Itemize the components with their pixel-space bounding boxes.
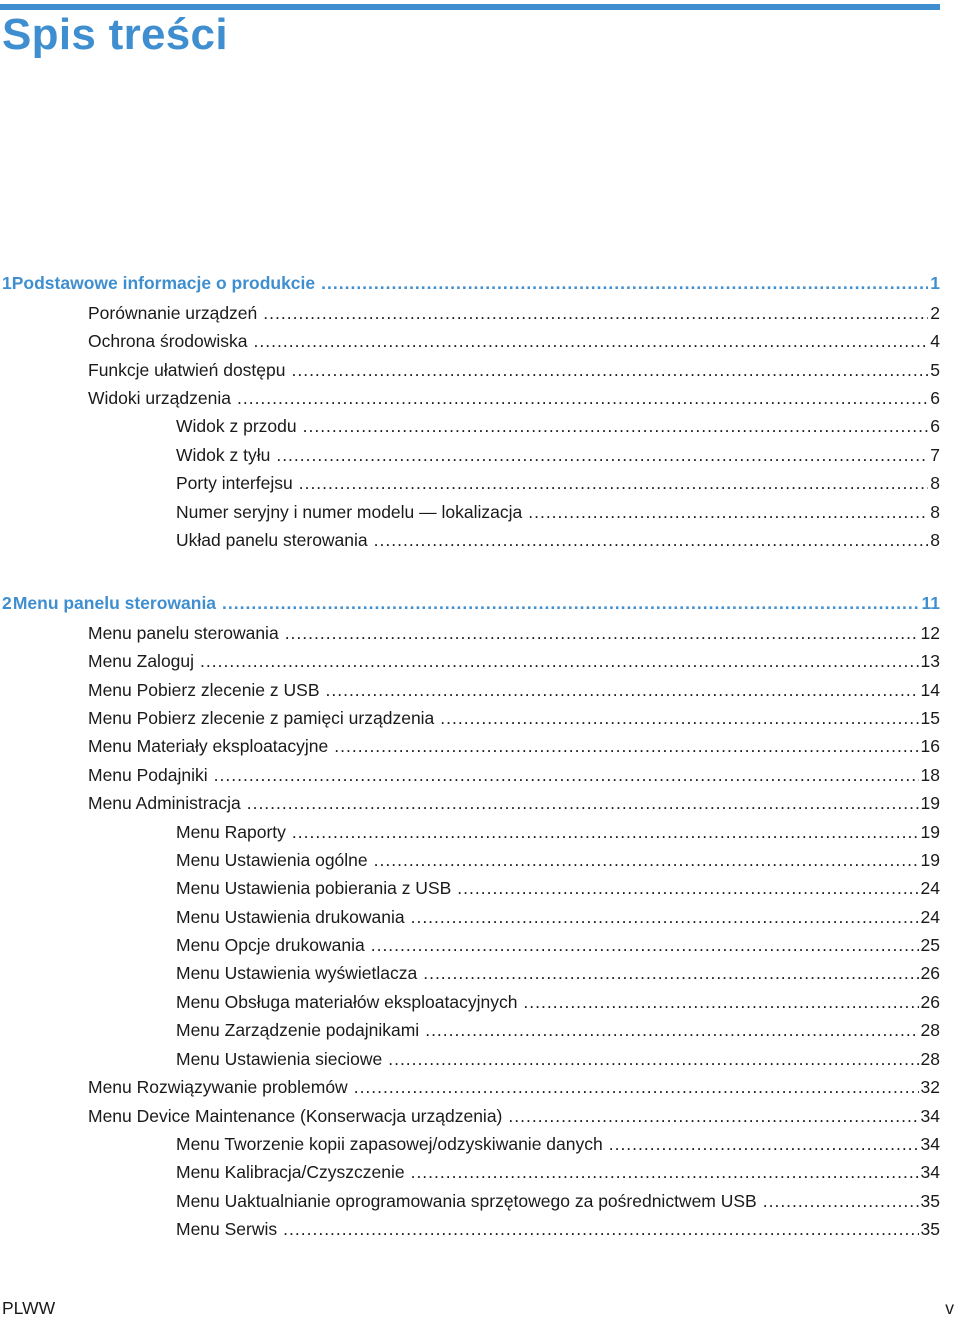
toc-entry[interactable] bbox=[176, 1018, 940, 1042]
toc-entry-page: 5 bbox=[930, 360, 940, 380]
dot-leader bbox=[291, 358, 928, 382]
toc-entry[interactable] bbox=[176, 876, 940, 900]
toc-entry[interactable] bbox=[176, 528, 940, 552]
dot-leader bbox=[283, 1217, 918, 1241]
dot-leader bbox=[457, 876, 918, 900]
toc-entry-title: Funkcje ułatwień dostępu bbox=[88, 360, 286, 380]
dot-leader bbox=[763, 1189, 919, 1213]
toc-entry-page: 13 bbox=[920, 651, 940, 671]
toc-entry-title: Porównanie urządzeń bbox=[88, 303, 258, 323]
toc-entry[interactable] bbox=[88, 734, 940, 758]
toc-entry[interactable] bbox=[176, 961, 940, 985]
toc-entry-page: 7 bbox=[930, 445, 940, 465]
toc-entry-title: Menu Opcje drukowania bbox=[176, 935, 365, 955]
toc-entry-page: 35 bbox=[920, 1219, 940, 1239]
toc-entry-page: 34 bbox=[920, 1134, 940, 1154]
toc-chapter-entry[interactable] bbox=[2, 591, 940, 615]
toc-entry-title: Numer seryjny i numer modelu — lokalizacja bbox=[176, 502, 523, 522]
dot-leader bbox=[425, 1018, 918, 1042]
dot-leader bbox=[326, 678, 919, 702]
dot-leader bbox=[222, 591, 919, 615]
toc-entry[interactable] bbox=[88, 1104, 940, 1128]
dot-leader bbox=[423, 961, 918, 985]
dot-leader bbox=[321, 271, 928, 295]
dot-leader bbox=[411, 1160, 919, 1184]
dot-leader bbox=[237, 386, 928, 410]
chapter-number: 2 bbox=[2, 593, 12, 613]
toc-entry-title: Menu Rozwiązywanie problemów bbox=[88, 1077, 348, 1097]
toc-entry[interactable] bbox=[88, 1075, 940, 1099]
toc-entry-title: Podstawowe informacje o produkcie bbox=[11, 273, 316, 293]
dot-leader bbox=[354, 1075, 919, 1099]
toc-entry-page: 32 bbox=[920, 1077, 940, 1097]
footer-left-label: PLWW bbox=[2, 1298, 56, 1318]
toc-entry[interactable] bbox=[176, 471, 940, 495]
dot-leader bbox=[263, 301, 928, 325]
dot-leader bbox=[276, 443, 928, 467]
dot-leader bbox=[374, 528, 929, 552]
toc-entry[interactable] bbox=[176, 848, 940, 872]
toc-entry-title: Menu Ustawienia pobierania z USB bbox=[176, 878, 452, 898]
dot-leader bbox=[200, 649, 918, 673]
toc-entry-page: 11 bbox=[921, 593, 940, 613]
toc-entry-page: 1 bbox=[930, 273, 940, 293]
toc-chapter-entry[interactable] bbox=[2, 271, 940, 295]
toc-entry-title: Menu panelu sterowania bbox=[88, 623, 279, 643]
dot-leader bbox=[388, 1047, 918, 1071]
toc-entry-page: 8 bbox=[930, 473, 940, 493]
toc-entry-page: 28 bbox=[920, 1049, 940, 1069]
toc-entry-title: Porty interfejsu bbox=[176, 473, 293, 493]
toc-entry-title: Menu Obsługa materiałów eksploatacyjnych bbox=[176, 992, 518, 1012]
dot-leader bbox=[374, 848, 919, 872]
toc-entry-title: Menu Device Maintenance (Konserwacja urządzenia) bbox=[88, 1106, 503, 1126]
toc-entry[interactable] bbox=[88, 386, 940, 410]
toc-entry[interactable] bbox=[176, 1047, 940, 1071]
toc-entry[interactable] bbox=[88, 329, 940, 353]
toc-entry-title: Ochrona środowiska bbox=[88, 331, 248, 351]
toc-entry-title: Menu Administracja bbox=[88, 793, 241, 813]
dot-leader bbox=[247, 791, 919, 815]
toc-entry-title: Menu Ustawienia ogólne bbox=[176, 850, 368, 870]
toc-entry-title: Menu Ustawienia wyświetlacza bbox=[176, 963, 418, 983]
toc-entry[interactable] bbox=[176, 820, 940, 844]
toc-entry[interactable] bbox=[176, 1160, 940, 1184]
dot-leader bbox=[609, 1132, 919, 1156]
toc-entry-title: Menu Pobierz zlecenie z USB bbox=[88, 680, 320, 700]
toc-entry-page: 2 bbox=[930, 303, 940, 323]
toc-entry-page: 34 bbox=[920, 1162, 940, 1182]
toc-entry[interactable] bbox=[176, 905, 940, 929]
toc-entry[interactable] bbox=[88, 763, 940, 787]
toc-entry-page: 19 bbox=[920, 822, 940, 842]
dot-leader bbox=[411, 905, 919, 929]
toc-entry[interactable] bbox=[88, 791, 940, 815]
toc-entry[interactable] bbox=[88, 678, 940, 702]
dot-leader bbox=[528, 500, 928, 524]
page-number: v bbox=[945, 1298, 954, 1318]
toc-entry[interactable] bbox=[88, 358, 940, 382]
toc-entry-title: Menu Pobierz zlecenie z pamięci urządzenia bbox=[88, 708, 435, 728]
toc-entry-page: 19 bbox=[920, 850, 940, 870]
toc-entry-page: 24 bbox=[920, 878, 940, 898]
toc-entry-title: Menu Podajniki bbox=[88, 765, 208, 785]
toc-entry-page: 12 bbox=[920, 623, 940, 643]
toc-entry-title: Widok z przodu bbox=[176, 416, 297, 436]
toc-entry-title: Menu Zaloguj bbox=[88, 651, 195, 671]
dot-leader bbox=[440, 706, 918, 730]
page-title: Spis treści bbox=[2, 10, 228, 59]
toc-entry-title: Menu Materiały eksploatacyjne bbox=[88, 736, 329, 756]
toc-entry-page: 14 bbox=[920, 680, 940, 700]
toc-entry-title: Menu Ustawienia drukowania bbox=[176, 907, 405, 927]
toc-entry[interactable] bbox=[176, 1132, 940, 1156]
toc-entry-page: 4 bbox=[930, 331, 940, 351]
dot-leader bbox=[508, 1104, 918, 1128]
toc-entry-page: 8 bbox=[930, 530, 940, 550]
toc-entry-page: 26 bbox=[920, 963, 940, 983]
toc-entry-page: 16 bbox=[920, 736, 940, 756]
toc-entry[interactable] bbox=[88, 621, 940, 645]
toc-entry-page: 35 bbox=[920, 1191, 940, 1211]
dot-leader bbox=[334, 734, 918, 758]
toc-entry-title: Menu Raporty bbox=[176, 822, 286, 842]
toc-entry[interactable] bbox=[88, 706, 940, 730]
toc-entry[interactable] bbox=[176, 933, 940, 957]
toc-entry[interactable] bbox=[176, 990, 940, 1014]
toc-entry-title: Menu Zarządzenie podajnikami bbox=[176, 1020, 420, 1040]
toc-entry[interactable] bbox=[176, 1217, 940, 1241]
toc-entry-title: Menu Ustawienia sieciowe bbox=[176, 1049, 383, 1069]
toc-entry-page: 19 bbox=[920, 793, 940, 813]
toc-entry[interactable] bbox=[176, 500, 940, 524]
toc-entry-page: 25 bbox=[920, 935, 940, 955]
toc-entry-page: 24 bbox=[920, 907, 940, 927]
toc-entry-page: 6 bbox=[930, 388, 940, 408]
toc-entry-title: Układ panelu sterowania bbox=[176, 530, 368, 550]
toc-entry-title: Menu Tworzenie kopii zapasowej/odzyskiwanie danych bbox=[176, 1134, 603, 1154]
dot-leader bbox=[285, 621, 919, 645]
dot-leader bbox=[254, 329, 929, 353]
dot-leader bbox=[292, 820, 919, 844]
toc-entry[interactable] bbox=[176, 443, 940, 467]
toc-entry-title: Menu Uaktualnianie oprogramowania sprzętowego za pośrednictwem USB bbox=[176, 1191, 757, 1211]
toc-entry-title: Menu panelu sterowania bbox=[12, 593, 217, 613]
dot-leader bbox=[303, 414, 929, 438]
toc-entry[interactable] bbox=[176, 1189, 940, 1213]
toc-entry-page: 15 bbox=[920, 708, 940, 728]
toc-entry[interactable] bbox=[88, 301, 940, 325]
toc-entry-page: 6 bbox=[930, 416, 940, 436]
chapter-number: 1 bbox=[2, 273, 12, 293]
toc-entry-title: Widok z tyłu bbox=[176, 445, 271, 465]
dot-leader bbox=[299, 471, 929, 495]
toc-entry-page: 18 bbox=[920, 765, 940, 785]
dot-leader bbox=[371, 933, 919, 957]
toc-entry-page: 8 bbox=[930, 502, 940, 522]
toc-entry-title: Menu Kalibracja/Czyszczenie bbox=[176, 1162, 405, 1182]
toc-entry-title: Widoki urządzenia bbox=[88, 388, 231, 408]
toc-entry-page: 34 bbox=[920, 1106, 940, 1126]
toc-entry-title: Menu Serwis bbox=[176, 1219, 278, 1239]
toc-entry-page: 26 bbox=[920, 992, 940, 1012]
toc-entry[interactable] bbox=[88, 649, 940, 673]
dot-leader bbox=[523, 990, 918, 1014]
toc-entry[interactable] bbox=[176, 414, 940, 438]
dot-leader bbox=[214, 763, 919, 787]
toc-entry-page: 28 bbox=[920, 1020, 940, 1040]
